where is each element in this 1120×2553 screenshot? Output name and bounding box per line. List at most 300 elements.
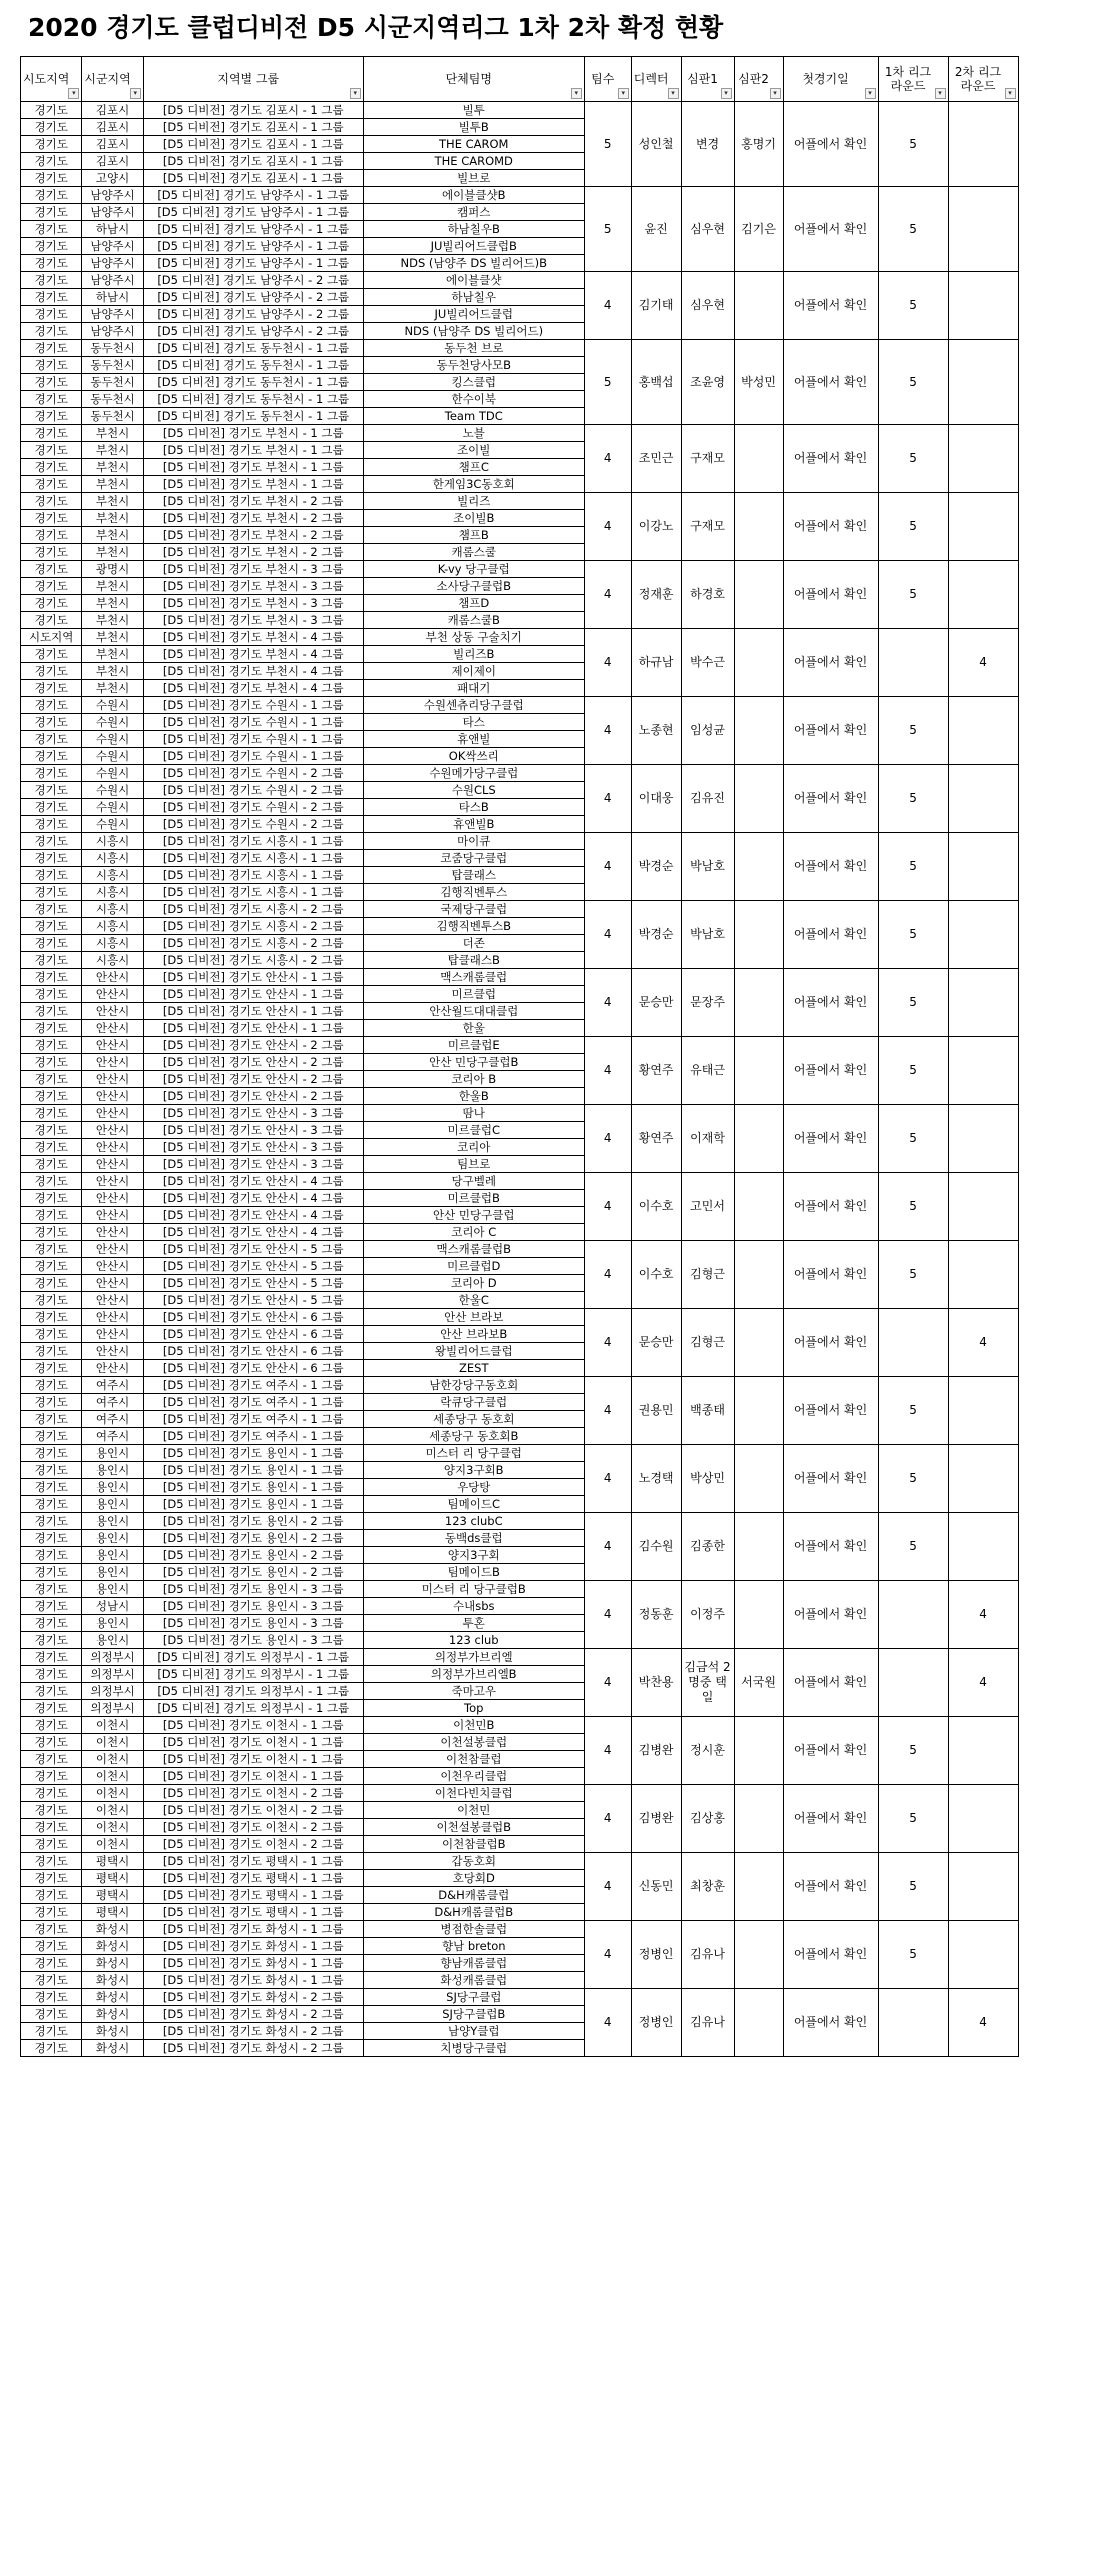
cell-team-name[interactable]: 탑클래스B (363, 952, 584, 969)
cell-director[interactable]: 정병인 (631, 1921, 681, 1989)
cell-region-group[interactable]: [D5 디비전] 경기도 용인시 - 3 그룹 (143, 1632, 363, 1649)
cell-team-name[interactable]: 코리아 B (363, 1071, 584, 1088)
cell-city[interactable]: 부천시 (82, 663, 143, 680)
cell-province[interactable]: 경기도 (21, 986, 82, 1003)
cell-city[interactable]: 남양주시 (82, 306, 143, 323)
cell-province[interactable]: 경기도 (21, 1122, 82, 1139)
cell-region-group[interactable]: [D5 디비전] 경기도 용인시 - 3 그룹 (143, 1581, 363, 1598)
cell-referee1[interactable]: 하경호 (681, 561, 734, 629)
cell-province[interactable]: 경기도 (21, 1479, 82, 1496)
cell-province[interactable]: 경기도 (21, 272, 82, 289)
cell-referee2[interactable]: 홍명기 (734, 102, 783, 187)
cell-director[interactable]: 정병인 (631, 1989, 681, 2057)
cell-team-name[interactable]: 이천우리클럽 (363, 1768, 584, 1785)
cell-round2[interactable] (948, 1513, 1018, 1581)
cell-region-group[interactable]: [D5 디비전] 경기도 안산시 - 3 그룹 (143, 1122, 363, 1139)
cell-city[interactable]: 수원시 (82, 782, 143, 799)
cell-province[interactable]: 경기도 (21, 697, 82, 714)
cell-round1[interactable] (878, 629, 948, 697)
cell-region-group[interactable]: [D5 디비전] 경기도 안산시 - 2 그룹 (143, 1071, 363, 1088)
cell-director[interactable]: 이수호 (631, 1173, 681, 1241)
cell-team-name[interactable]: 패대기 (363, 680, 584, 697)
cell-city[interactable]: 시흥시 (82, 901, 143, 918)
cell-city[interactable]: 용인시 (82, 1564, 143, 1581)
cell-region-group[interactable]: [D5 디비전] 경기도 의정부시 - 1 그룹 (143, 1649, 363, 1666)
cell-round2[interactable] (948, 187, 1018, 272)
cell-province[interactable]: 경기도 (21, 1190, 82, 1207)
cell-first-game[interactable]: 어플에서 확인 (783, 272, 878, 340)
cell-team-name[interactable]: 하남칠우B (363, 221, 584, 238)
cell-province[interactable]: 경기도 (21, 1037, 82, 1054)
cell-team-name[interactable]: 우당탕 (363, 1479, 584, 1496)
cell-province[interactable]: 경기도 (21, 544, 82, 561)
cell-region-group[interactable]: [D5 디비전] 경기도 의정부시 - 1 그룹 (143, 1683, 363, 1700)
cell-city[interactable]: 동두천시 (82, 340, 143, 357)
cell-province[interactable]: 경기도 (21, 1241, 82, 1258)
cell-team-count[interactable]: 4 (584, 1309, 631, 1377)
cell-region-group[interactable]: [D5 디비전] 경기도 김포시 - 1 그룹 (143, 136, 363, 153)
cell-province[interactable]: 경기도 (21, 748, 82, 765)
cell-team-count[interactable]: 4 (584, 1445, 631, 1513)
cell-region-group[interactable]: [D5 디비전] 경기도 여주시 - 1 그룹 (143, 1411, 363, 1428)
cell-province[interactable]: 경기도 (21, 1360, 82, 1377)
cell-region-group[interactable]: [D5 디비전] 경기도 동두천시 - 1 그룹 (143, 408, 363, 425)
cell-province[interactable]: 경기도 (21, 1717, 82, 1734)
cell-first-game[interactable]: 어플에서 확인 (783, 1785, 878, 1853)
cell-province[interactable]: 경기도 (21, 612, 82, 629)
cell-city[interactable]: 부천시 (82, 612, 143, 629)
cell-province[interactable]: 경기도 (21, 867, 82, 884)
cell-region-group[interactable]: [D5 디비전] 경기도 부천시 - 4 그룹 (143, 680, 363, 697)
cell-team-count[interactable]: 4 (584, 1853, 631, 1921)
cell-team-name[interactable]: 미르클럽E (363, 1037, 584, 1054)
cell-province[interactable]: 경기도 (21, 1632, 82, 1649)
cell-referee2[interactable]: 김기은 (734, 187, 783, 272)
cell-region-group[interactable]: [D5 디비전] 경기도 의정부시 - 1 그룹 (143, 1700, 363, 1717)
cell-team-name[interactable]: 이천설봉클럽 (363, 1734, 584, 1751)
cell-first-game[interactable]: 어플에서 확인 (783, 1921, 878, 1989)
cell-team-name[interactable]: 미르클럽D (363, 1258, 584, 1275)
dropdown-arrow-icon[interactable]: ▾ (68, 88, 79, 99)
cell-round1[interactable]: 5 (878, 833, 948, 901)
cell-director[interactable]: 이수호 (631, 1241, 681, 1309)
cell-region-group[interactable]: [D5 디비전] 경기도 평택시 - 1 그룹 (143, 1887, 363, 1904)
cell-city[interactable]: 안산시 (82, 1224, 143, 1241)
cell-region-group[interactable]: [D5 디비전] 경기도 부천시 - 3 그룹 (143, 561, 363, 578)
cell-region-group[interactable]: [D5 디비전] 경기도 수원시 - 2 그룹 (143, 765, 363, 782)
cell-province[interactable]: 경기도 (21, 1513, 82, 1530)
cell-team-name[interactable]: 세종당구 동호회 (363, 1411, 584, 1428)
cell-city[interactable]: 화성시 (82, 1921, 143, 1938)
cell-city[interactable]: 수원시 (82, 799, 143, 816)
cell-team-name[interactable]: 조이빌B (363, 510, 584, 527)
cell-referee2[interactable] (734, 1173, 783, 1241)
cell-team-name[interactable]: 소사당구클럽B (363, 578, 584, 595)
cell-city[interactable]: 하남시 (82, 221, 143, 238)
cell-referee1[interactable]: 김종한 (681, 1513, 734, 1581)
cell-region-group[interactable]: [D5 디비전] 경기도 화성시 - 1 그룹 (143, 1955, 363, 1972)
cell-city[interactable]: 안산시 (82, 1360, 143, 1377)
cell-team-name[interactable]: 하남칠우 (363, 289, 584, 306)
cell-province[interactable]: 경기도 (21, 1785, 82, 1802)
cell-team-name[interactable]: 맥스캐롬클럽B (363, 1241, 584, 1258)
cell-team-name[interactable]: 김행직벤투스 (363, 884, 584, 901)
cell-province[interactable]: 경기도 (21, 1564, 82, 1581)
cell-team-name[interactable]: 이천민 (363, 1802, 584, 1819)
cell-team-name[interactable]: 국제당구클럽 (363, 901, 584, 918)
cell-referee2[interactable] (734, 425, 783, 493)
cell-province[interactable]: 경기도 (21, 187, 82, 204)
cell-province[interactable]: 경기도 (21, 2023, 82, 2040)
cell-team-name[interactable]: 팀브로 (363, 1156, 584, 1173)
cell-region-group[interactable]: [D5 디비전] 경기도 부천시 - 2 그룹 (143, 493, 363, 510)
cell-team-count[interactable]: 4 (584, 1785, 631, 1853)
cell-round1[interactable]: 5 (878, 493, 948, 561)
cell-city[interactable]: 남양주시 (82, 187, 143, 204)
cell-referee2[interactable] (734, 561, 783, 629)
cell-region-group[interactable]: [D5 디비전] 경기도 안산시 - 4 그룹 (143, 1173, 363, 1190)
cell-city[interactable]: 화성시 (82, 1955, 143, 1972)
cell-referee2[interactable] (734, 969, 783, 1037)
cell-team-name[interactable]: 코리아 (363, 1139, 584, 1156)
cell-team-name[interactable]: 갑동호회 (363, 1853, 584, 1870)
cell-region-group[interactable]: [D5 디비전] 경기도 부천시 - 2 그룹 (143, 527, 363, 544)
cell-referee1[interactable]: 김유나 (681, 1921, 734, 1989)
cell-region-group[interactable]: [D5 디비전] 경기도 용인시 - 1 그룹 (143, 1462, 363, 1479)
cell-round1[interactable]: 5 (878, 1037, 948, 1105)
cell-round2[interactable] (948, 901, 1018, 969)
cell-referee1[interactable]: 구재모 (681, 493, 734, 561)
cell-referee1[interactable]: 김유진 (681, 765, 734, 833)
cell-team-name[interactable]: Team TDC (363, 408, 584, 425)
cell-round2[interactable] (948, 697, 1018, 765)
cell-city[interactable]: 안산시 (82, 1190, 143, 1207)
cell-province[interactable]: 경기도 (21, 1904, 82, 1921)
cell-team-name[interactable]: 한울B (363, 1088, 584, 1105)
cell-region-group[interactable]: [D5 디비전] 경기도 동두천시 - 1 그룹 (143, 374, 363, 391)
cell-referee2[interactable] (734, 1241, 783, 1309)
cell-city[interactable]: 부천시 (82, 425, 143, 442)
cell-team-name[interactable]: 남양Y클럽 (363, 2023, 584, 2040)
cell-region-group[interactable]: [D5 디비전] 경기도 이천시 - 1 그룹 (143, 1717, 363, 1734)
cell-round2[interactable] (948, 1037, 1018, 1105)
cell-region-group[interactable]: [D5 디비전] 경기도 부천시 - 2 그룹 (143, 544, 363, 561)
cell-referee1[interactable]: 문장주 (681, 969, 734, 1037)
cell-city[interactable]: 안산시 (82, 1088, 143, 1105)
cell-round1[interactable]: 5 (878, 1513, 948, 1581)
cell-team-name[interactable]: 에이블클샷B (363, 187, 584, 204)
cell-round1[interactable]: 5 (878, 1445, 948, 1513)
cell-city[interactable]: 안산시 (82, 1173, 143, 1190)
cell-team-name[interactable]: 맥스캐롬클럽 (363, 969, 584, 986)
cell-first-game[interactable]: 어플에서 확인 (783, 1173, 878, 1241)
dropdown-arrow-icon[interactable]: ▾ (1005, 88, 1016, 99)
cell-team-name[interactable]: NDS (남양주 DS 빌리어드)B (363, 255, 584, 272)
cell-round2[interactable] (948, 1785, 1018, 1853)
cell-city[interactable]: 이천시 (82, 1751, 143, 1768)
cell-region-group[interactable]: [D5 디비전] 경기도 용인시 - 1 그룹 (143, 1496, 363, 1513)
cell-province[interactable]: 경기도 (21, 357, 82, 374)
cell-team-name[interactable]: 한울C (363, 1292, 584, 1309)
cell-referee2[interactable] (734, 1581, 783, 1649)
cell-region-group[interactable]: [D5 디비전] 경기도 동두천시 - 1 그룹 (143, 357, 363, 374)
cell-round1[interactable] (878, 1309, 948, 1377)
cell-team-count[interactable]: 4 (584, 1989, 631, 2057)
cell-province[interactable]: 경기도 (21, 425, 82, 442)
cell-region-group[interactable]: [D5 디비전] 경기도 이천시 - 1 그룹 (143, 1734, 363, 1751)
cell-round2[interactable] (948, 1921, 1018, 1989)
cell-referee1[interactable]: 조윤영 (681, 340, 734, 425)
cell-region-group[interactable]: [D5 디비전] 경기도 부천시 - 3 그룹 (143, 578, 363, 595)
cell-team-name[interactable]: 동백ds클럽 (363, 1530, 584, 1547)
cell-region-group[interactable]: [D5 디비전] 경기도 남양주시 - 2 그룹 (143, 272, 363, 289)
cell-region-group[interactable]: [D5 디비전] 경기도 수원시 - 1 그룹 (143, 748, 363, 765)
cell-city[interactable]: 안산시 (82, 1139, 143, 1156)
cell-first-game[interactable]: 어플에서 확인 (783, 1989, 878, 2057)
cell-team-name[interactable]: 향남캐롬클럽 (363, 1955, 584, 1972)
cell-referee1[interactable]: 구재모 (681, 425, 734, 493)
cell-team-name[interactable]: NDS (남양주 DS 빌리어드) (363, 323, 584, 340)
cell-province[interactable]: 경기도 (21, 1870, 82, 1887)
cell-province[interactable]: 경기도 (21, 306, 82, 323)
cell-province[interactable]: 경기도 (21, 1139, 82, 1156)
cell-province[interactable]: 경기도 (21, 1751, 82, 1768)
cell-city[interactable]: 화성시 (82, 2023, 143, 2040)
cell-province[interactable]: 경기도 (21, 255, 82, 272)
cell-team-name[interactable]: 의정부가브리엘 (363, 1649, 584, 1666)
cell-city[interactable]: 김포시 (82, 102, 143, 119)
cell-province[interactable]: 경기도 (21, 1309, 82, 1326)
cell-region-group[interactable]: [D5 디비전] 경기도 안산시 - 6 그룹 (143, 1309, 363, 1326)
dropdown-arrow-icon[interactable]: ▾ (721, 88, 732, 99)
cell-team-count[interactable]: 5 (584, 102, 631, 187)
cell-province[interactable]: 경기도 (21, 1819, 82, 1836)
cell-round1[interactable]: 5 (878, 1717, 948, 1785)
cell-province[interactable]: 경기도 (21, 952, 82, 969)
cell-round1[interactable]: 5 (878, 425, 948, 493)
cell-region-group[interactable]: [D5 디비전] 경기도 용인시 - 2 그룹 (143, 1513, 363, 1530)
cell-province[interactable]: 경기도 (21, 1547, 82, 1564)
cell-city[interactable]: 안산시 (82, 1156, 143, 1173)
cell-director[interactable]: 황연주 (631, 1105, 681, 1173)
cell-region-group[interactable]: [D5 디비전] 경기도 동두천시 - 1 그룹 (143, 391, 363, 408)
cell-team-name[interactable]: K-vy 당구클럽 (363, 561, 584, 578)
cell-team-name[interactable]: 동두천당사모B (363, 357, 584, 374)
cell-city[interactable]: 남양주시 (82, 255, 143, 272)
cell-team-name[interactable]: 치병당구클럽 (363, 2040, 584, 2057)
cell-city[interactable]: 수원시 (82, 697, 143, 714)
cell-province[interactable]: 경기도 (21, 238, 82, 255)
cell-team-count[interactable]: 4 (584, 1105, 631, 1173)
cell-round2[interactable]: 4 (948, 629, 1018, 697)
cell-referee2[interactable] (734, 493, 783, 561)
cell-city[interactable]: 시흥시 (82, 867, 143, 884)
cell-city[interactable]: 의정부시 (82, 1649, 143, 1666)
cell-round1[interactable]: 5 (878, 1173, 948, 1241)
cell-team-count[interactable]: 4 (584, 1513, 631, 1581)
cell-province[interactable]: 경기도 (21, 918, 82, 935)
cell-city[interactable]: 이천시 (82, 1836, 143, 1853)
cell-province[interactable]: 경기도 (21, 374, 82, 391)
cell-province[interactable]: 경기도 (21, 1445, 82, 1462)
cell-team-name[interactable]: 마이큐 (363, 833, 584, 850)
cell-team-name[interactable]: 수원CLS (363, 782, 584, 799)
cell-region-group[interactable]: [D5 디비전] 경기도 용인시 - 1 그룹 (143, 1445, 363, 1462)
cell-city[interactable]: 이천시 (82, 1768, 143, 1785)
cell-referee1[interactable]: 임성균 (681, 697, 734, 765)
cell-city[interactable]: 안산시 (82, 986, 143, 1003)
cell-director[interactable]: 권용민 (631, 1377, 681, 1445)
cell-region-group[interactable]: [D5 디비전] 경기도 이천시 - 1 그룹 (143, 1751, 363, 1768)
cell-city[interactable]: 화성시 (82, 1972, 143, 1989)
cell-province[interactable]: 경기도 (21, 561, 82, 578)
cell-team-name[interactable]: 빌투 (363, 102, 584, 119)
cell-team-name[interactable]: 탑클래스 (363, 867, 584, 884)
cell-referee2[interactable] (734, 765, 783, 833)
cell-province[interactable]: 경기도 (21, 901, 82, 918)
cell-region-group[interactable]: [D5 디비전] 경기도 안산시 - 5 그룹 (143, 1258, 363, 1275)
cell-region-group[interactable]: [D5 디비전] 경기도 시흥시 - 2 그룹 (143, 952, 363, 969)
cell-province[interactable]: 경기도 (21, 1258, 82, 1275)
cell-city[interactable]: 시흥시 (82, 952, 143, 969)
cell-province[interactable]: 경기도 (21, 578, 82, 595)
cell-team-name[interactable]: 김행직벤투스B (363, 918, 584, 935)
cell-province[interactable]: 시도지역 (21, 629, 82, 646)
cell-city[interactable]: 부천시 (82, 442, 143, 459)
cell-region-group[interactable]: [D5 디비전] 경기도 이천시 - 2 그룹 (143, 1836, 363, 1853)
cell-region-group[interactable]: [D5 디비전] 경기도 평택시 - 1 그룹 (143, 1870, 363, 1887)
cell-team-name[interactable]: 안산 브라보 (363, 1309, 584, 1326)
cell-province[interactable]: 경기도 (21, 595, 82, 612)
cell-team-count[interactable]: 4 (584, 425, 631, 493)
cell-province[interactable]: 경기도 (21, 1292, 82, 1309)
cell-round1[interactable]: 5 (878, 1377, 948, 1445)
cell-region-group[interactable]: [D5 디비전] 경기도 남양주시 - 1 그룹 (143, 255, 363, 272)
cell-first-game[interactable]: 어플에서 확인 (783, 833, 878, 901)
cell-team-name[interactable]: 코리아 D (363, 1275, 584, 1292)
cell-city[interactable]: 수원시 (82, 731, 143, 748)
cell-city[interactable]: 남양주시 (82, 272, 143, 289)
cell-city[interactable]: 남양주시 (82, 238, 143, 255)
cell-province[interactable]: 경기도 (21, 1462, 82, 1479)
cell-team-name[interactable]: 미르클럽 (363, 986, 584, 1003)
cell-province[interactable]: 경기도 (21, 1734, 82, 1751)
cell-region-group[interactable]: [D5 디비전] 경기도 화성시 - 2 그룹 (143, 2023, 363, 2040)
cell-team-name[interactable]: 제이제이 (363, 663, 584, 680)
cell-province[interactable]: 경기도 (21, 289, 82, 306)
cell-region-group[interactable]: [D5 디비전] 경기도 안산시 - 6 그룹 (143, 1343, 363, 1360)
cell-region-group[interactable]: [D5 디비전] 경기도 부천시 - 2 그룹 (143, 510, 363, 527)
cell-city[interactable]: 시흥시 (82, 918, 143, 935)
cell-team-name[interactable]: 왕빌리어드클럽 (363, 1343, 584, 1360)
cell-first-game[interactable]: 어플에서 확인 (783, 1649, 878, 1717)
cell-city[interactable]: 안산시 (82, 1122, 143, 1139)
cell-province[interactable]: 경기도 (21, 816, 82, 833)
cell-round1[interactable] (878, 1989, 948, 2057)
cell-province[interactable]: 경기도 (21, 1598, 82, 1615)
cell-city[interactable]: 의정부시 (82, 1666, 143, 1683)
dropdown-arrow-icon[interactable]: ▾ (618, 88, 629, 99)
cell-first-game[interactable]: 어플에서 확인 (783, 1377, 878, 1445)
cell-round2[interactable]: 4 (948, 1649, 1018, 1717)
cell-region-group[interactable]: [D5 디비전] 경기도 안산시 - 6 그룹 (143, 1326, 363, 1343)
cell-province[interactable]: 경기도 (21, 1649, 82, 1666)
cell-team-name[interactable]: 수원메가당구클럽 (363, 765, 584, 782)
cell-region-group[interactable]: [D5 디비전] 경기도 부천시 - 1 그룹 (143, 425, 363, 442)
cell-round1[interactable]: 5 (878, 1241, 948, 1309)
cell-city[interactable]: 부천시 (82, 510, 143, 527)
cell-referee2[interactable] (734, 1921, 783, 1989)
cell-region-group[interactable]: [D5 디비전] 경기도 안산시 - 1 그룹 (143, 986, 363, 1003)
cell-region-group[interactable]: [D5 디비전] 경기도 김포시 - 1 그룹 (143, 153, 363, 170)
cell-region-group[interactable]: [D5 디비전] 경기도 여주시 - 1 그룹 (143, 1428, 363, 1445)
cell-region-group[interactable]: [D5 디비전] 경기도 안산시 - 3 그룹 (143, 1105, 363, 1122)
cell-city[interactable]: 안산시 (82, 1003, 143, 1020)
dropdown-arrow-icon[interactable]: ▾ (770, 88, 781, 99)
cell-round2[interactable] (948, 561, 1018, 629)
cell-team-name[interactable]: 이천다빈치클럽 (363, 1785, 584, 1802)
cell-first-game[interactable]: 어플에서 확인 (783, 561, 878, 629)
cell-round2[interactable] (948, 493, 1018, 561)
cell-province[interactable]: 경기도 (21, 1989, 82, 2006)
cell-director[interactable]: 박경순 (631, 901, 681, 969)
cell-province[interactable]: 경기도 (21, 1955, 82, 1972)
cell-region-group[interactable]: [D5 디비전] 경기도 의정부시 - 1 그룹 (143, 1666, 363, 1683)
cell-referee1[interactable]: 심우현 (681, 187, 734, 272)
cell-city[interactable]: 용인시 (82, 1530, 143, 1547)
cell-round1[interactable]: 5 (878, 340, 948, 425)
cell-team-name[interactable]: 죽마고우 (363, 1683, 584, 1700)
cell-region-group[interactable]: [D5 디비전] 경기도 안산시 - 2 그룹 (143, 1054, 363, 1071)
cell-round2[interactable] (948, 1173, 1018, 1241)
cell-referee2[interactable] (734, 1377, 783, 1445)
cell-province[interactable]: 경기도 (21, 799, 82, 816)
cell-team-count[interactable]: 4 (584, 697, 631, 765)
cell-city[interactable]: 안산시 (82, 1275, 143, 1292)
cell-team-name[interactable]: 수원센츄리당구클럽 (363, 697, 584, 714)
cell-team-name[interactable]: 한게임3C동호회 (363, 476, 584, 493)
cell-city[interactable]: 용인시 (82, 1547, 143, 1564)
cell-city[interactable]: 용인시 (82, 1479, 143, 1496)
cell-first-game[interactable]: 어플에서 확인 (783, 425, 878, 493)
cell-referee2[interactable] (734, 1037, 783, 1105)
cell-city[interactable]: 용인시 (82, 1632, 143, 1649)
cell-province[interactable]: 경기도 (21, 1887, 82, 1904)
cell-referee2[interactable]: 박성민 (734, 340, 783, 425)
cell-city[interactable]: 이천시 (82, 1717, 143, 1734)
cell-first-game[interactable]: 어플에서 확인 (783, 765, 878, 833)
cell-province[interactable]: 경기도 (21, 1343, 82, 1360)
cell-round1[interactable]: 5 (878, 187, 948, 272)
cell-region-group[interactable]: [D5 디비전] 경기도 시흥시 - 1 그룹 (143, 884, 363, 901)
cell-region-group[interactable]: [D5 디비전] 경기도 평택시 - 1 그룹 (143, 1904, 363, 1921)
cell-province[interactable]: 경기도 (21, 935, 82, 952)
cell-city[interactable]: 의정부시 (82, 1700, 143, 1717)
cell-team-name[interactable]: 휴앤빌 (363, 731, 584, 748)
cell-region-group[interactable]: [D5 디비전] 경기도 부천시 - 4 그룹 (143, 629, 363, 646)
cell-round1[interactable]: 5 (878, 1853, 948, 1921)
cell-team-count[interactable]: 4 (584, 1241, 631, 1309)
cell-referee2[interactable] (734, 1853, 783, 1921)
cell-referee2[interactable] (734, 901, 783, 969)
cell-province[interactable]: 경기도 (21, 1394, 82, 1411)
cell-region-group[interactable]: [D5 디비전] 경기도 동두천시 - 1 그룹 (143, 340, 363, 357)
cell-region-group[interactable]: [D5 디비전] 경기도 김포시 - 1 그룹 (143, 170, 363, 187)
cell-city[interactable]: 안산시 (82, 1054, 143, 1071)
cell-round2[interactable] (948, 272, 1018, 340)
cell-region-group[interactable]: [D5 디비전] 경기도 남양주시 - 2 그룹 (143, 306, 363, 323)
cell-city[interactable]: 용인시 (82, 1513, 143, 1530)
